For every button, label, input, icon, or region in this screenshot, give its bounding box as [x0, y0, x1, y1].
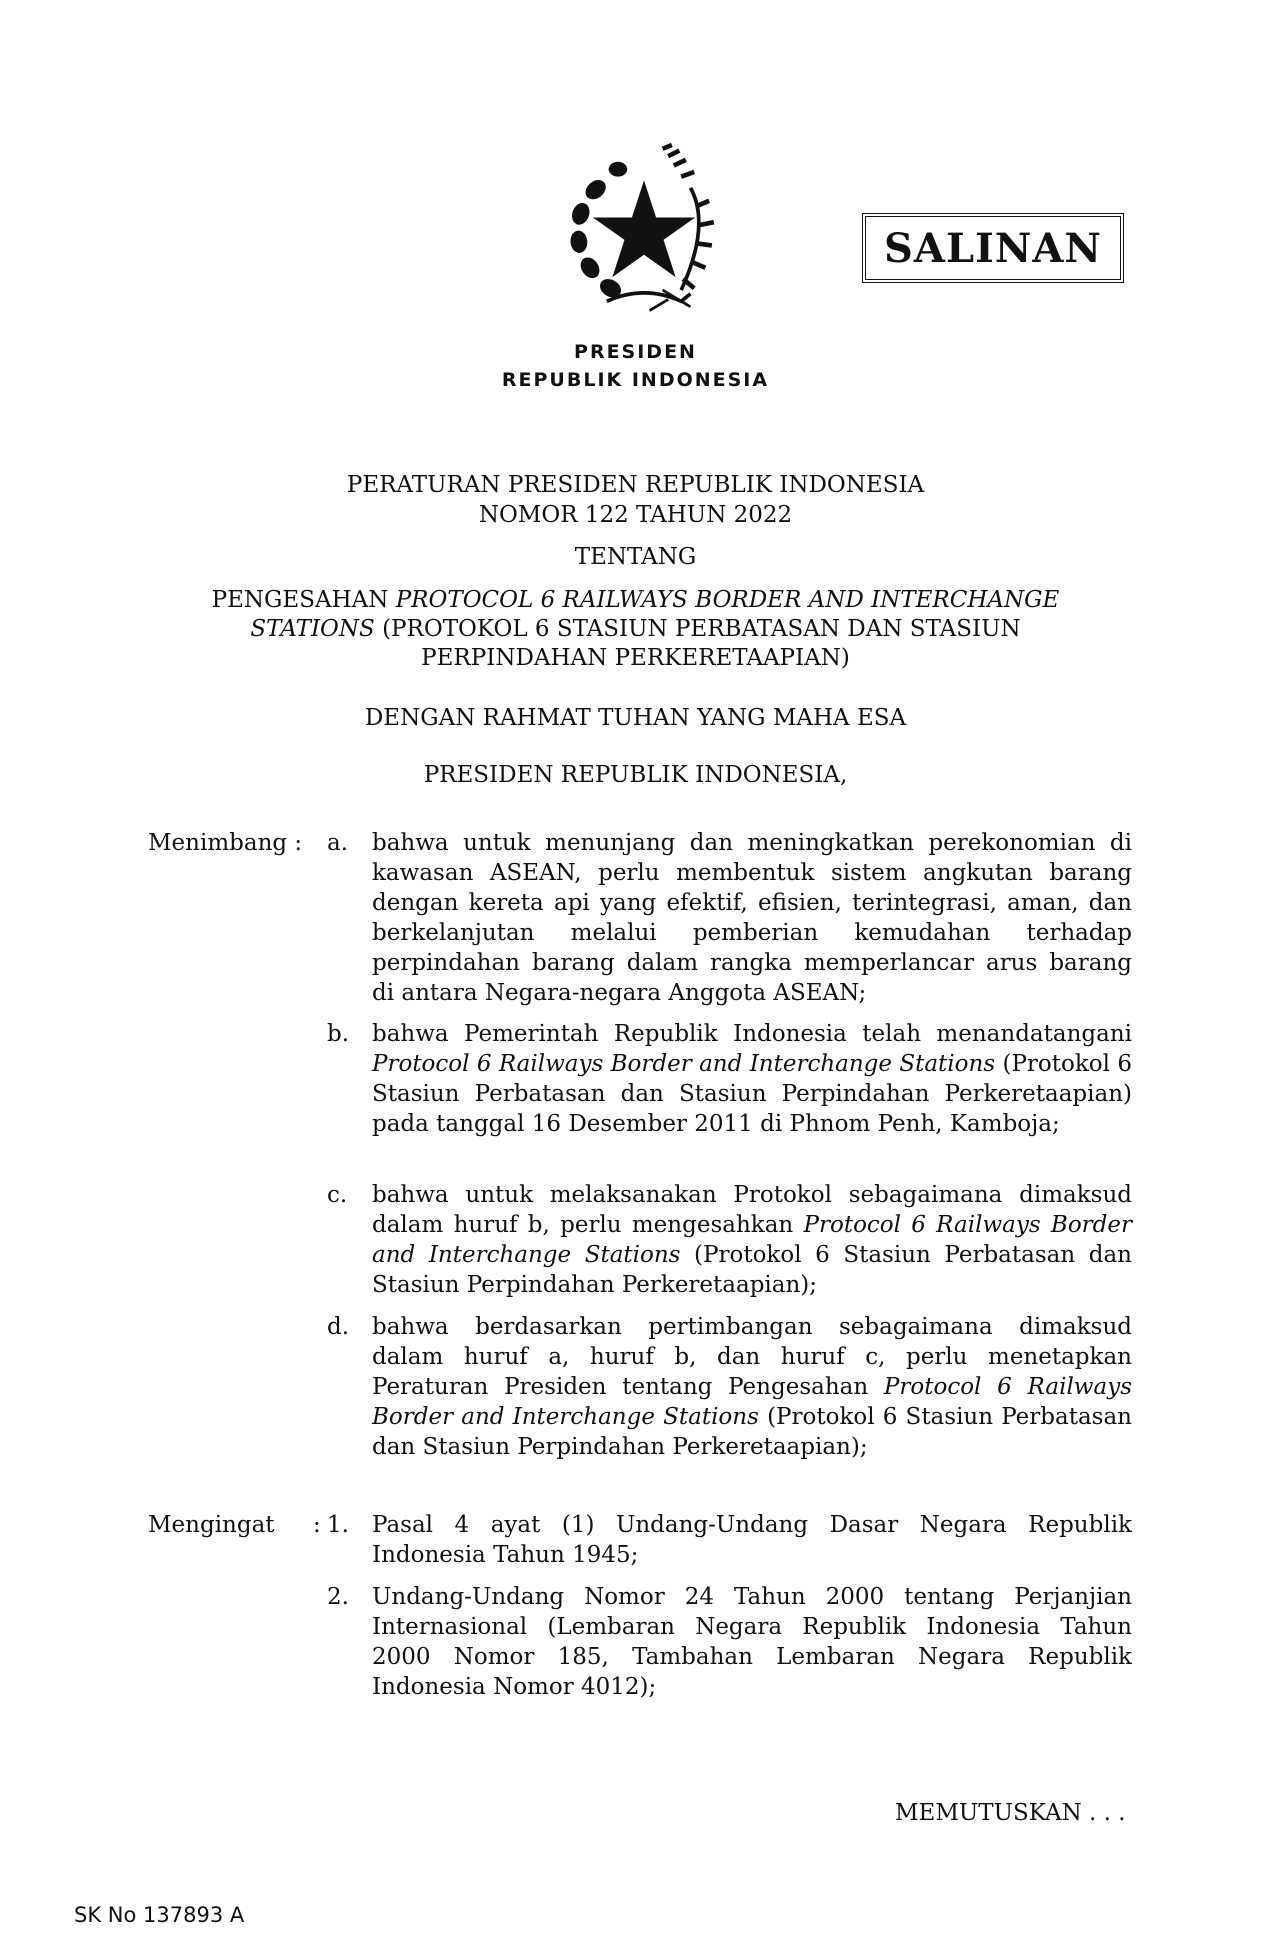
menimbang-item-b: bahwa Pemerintah Republik Indonesia telah menandatangani Protocol 6 Railways Border and Interchange Stations (Protokol 6 Stasiun Perbatasan dan Stasiun Perpindahan Perkeretaapian) pada tanggal 16 Desember 2011 di Phnom Penh, Kamboja; [372, 1021, 1132, 1137]
regulation-subject-line-2: STATIONS (PROTOKOL 6 STASIUN PERBATASAN DAN STASIUN [250, 616, 1021, 642]
menimbang-item-a: bahwa untuk menunjang dan meningkatkan perekonomian di kawasan ASEAN, perlu membentuk sistem angkutan barang dengan kereta api yang efektif, efisien, terintegrasi, aman, dan berkelanjutan melalui pemberian kemudahan terhadap perpindahan barang dalam rangka memperlancar arus barang di antara Negara-negara Anggota ASEAN; [372, 830, 1132, 1006]
star-shape [593, 180, 695, 277]
mengingat-num-1: 1. [327, 1512, 349, 1538]
regulation-title: PERATURAN PRESIDEN REPUBLIK INDONESIA [346, 472, 925, 498]
continuation-marker: MEMUTUSKAN . . . [895, 1800, 1126, 1826]
garuda-star-emblem-icon [551, 132, 737, 318]
menimbang-item-c: bahwa untuk melaksanakan Protokol sebagaimana dimaksud dalam huruf b, perlu mengesahkan Protocol 6 Railways Border and Interchange Stations (Protokol 6 Stasiun Perbatasan dan Stasiun Perpindahan Perkeretaapian); [372, 1182, 1132, 1298]
menimbang-item-d: bahwa berdasarkan pertimbangan sebagaimana dimaksud dalam huruf a, huruf b, dan huruf c, perlu menetapkan Peraturan Presiden tentang Pengesahan Protocol 6 Railways Border and Interchange Stations (Protokol 6 Stasiun Perbatasan dan Stasiun Perpindahan Perkeretaapian); [372, 1314, 1132, 1460]
institution-line-2: REPUBLIK INDONESIA [501, 369, 770, 391]
mengingat-colon: : [313, 1512, 321, 1538]
mengingat-label: Mengingat [148, 1512, 275, 1538]
copy-stamp: SALINAN [862, 213, 1124, 283]
authority: PRESIDEN REPUBLIK INDONESIA, [423, 762, 848, 788]
menimbang-label: Menimbang : [148, 830, 303, 856]
menimbang-letter-b: b. [327, 1021, 350, 1047]
regulation-number: NOMOR 122 TAHUN 2022 [478, 502, 793, 528]
institution-line-1: PRESIDEN [574, 341, 697, 363]
mengingat-num-2: 2. [327, 1584, 349, 1610]
regulation-subject-line-1: PENGESAHAN PROTOCOL 6 RAILWAYS BORDER AND INTERCHANGE [211, 587, 1060, 613]
regulation-about: TENTANG [574, 544, 697, 570]
menimbang-letter-d: d. [327, 1314, 350, 1340]
invocation: DENGAN RAHMAT TUHAN YANG MAHA ESA [364, 705, 907, 731]
mengingat-item-1: Pasal 4 ayat (1) Undang-Undang Dasar Negara Republik Indonesia Tahun 1945; [372, 1512, 1132, 1568]
mengingat-item-2: Undang-Undang Nomor 24 Tahun 2000 tentang Perjanjian Internasional (Lembaran Negara Republik Indonesia Tahun 2000 Nomor 185, Tambahan Lembaran Negara Republik Indonesia Nomor 4012); [372, 1584, 1132, 1700]
menimbang-letter-a: a. [327, 830, 349, 856]
menimbang-letter-c: c. [327, 1182, 348, 1208]
sk-number: SK No 137893 A [74, 1903, 245, 1927]
regulation-subject-line-3: PERPINDAHAN PERKERETAAPIAN) [421, 645, 850, 671]
